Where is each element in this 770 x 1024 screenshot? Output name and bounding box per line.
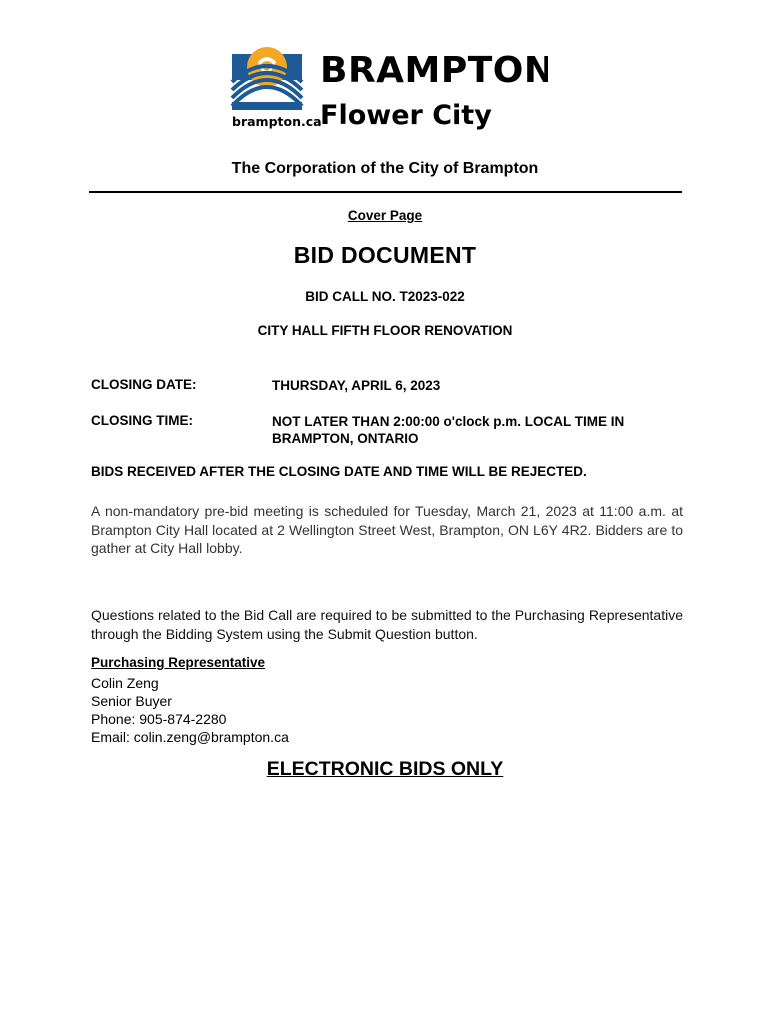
representative-title: Senior Buyer <box>91 693 172 709</box>
brampton-logo <box>228 44 548 136</box>
corporation-title: The Corporation of the City of Brampton <box>231 160 539 177</box>
logo-wordmark: BRAMPTON <box>320 50 548 91</box>
late-bids-warning: BIDS RECEIVED AFTER THE CLOSING DATE AND TIME WILL BE REJECTED. <box>91 464 587 479</box>
representative-heading: Purchasing Representative <box>91 655 266 670</box>
project-title: CITY HALL FIFTH FLOOR RENOVATION <box>257 323 513 338</box>
header-divider <box>89 191 682 193</box>
representative-phone: Phone: 905-874-2280 <box>91 711 227 727</box>
representative-name: Colin Zeng <box>91 675 159 691</box>
logo-url: brampton.ca <box>232 114 322 129</box>
bid-call-number: BID CALL NO. T2023-022 <box>305 289 465 304</box>
closing-time-value: NOT LATER THAN 2:00:00 o'clock p.m. LOCAL TIME IN BRAMPTON, ONTARIO <box>272 414 625 446</box>
closing-date-label: CLOSING DATE: <box>91 377 197 392</box>
cover-page-label: Cover Page <box>347 208 423 223</box>
representative-email: Email: colin.zeng@brampton.ca <box>91 729 289 745</box>
questions-paragraph: Questions related to the Bid Call are required to be submitted to the Purchasing Representative through the Bidding System using the Submit Question button. <box>91 607 683 642</box>
document-title: BID DOCUMENT <box>293 242 477 268</box>
brampton-flower-emblem-icon <box>228 44 548 136</box>
pre-bid-meeting-paragraph: A non-mandatory pre-bid meeting is scheduled for Tuesday, March 21, 2023 at 11:00 a.m. at Brampton City Hall located at 2 Wellington Street West, Brampton, ON L6Y 4R2. Bidders are to gather at City Hall lobby. <box>91 503 683 556</box>
closing-time-label: CLOSING TIME: <box>91 413 193 428</box>
logo-tagline: Flower City <box>320 100 492 131</box>
electronic-bids-only-notice: ELECTRONIC BIDS ONLY <box>266 758 504 780</box>
closing-date-value: THURSDAY, APRIL 6, 2023 <box>272 378 441 393</box>
